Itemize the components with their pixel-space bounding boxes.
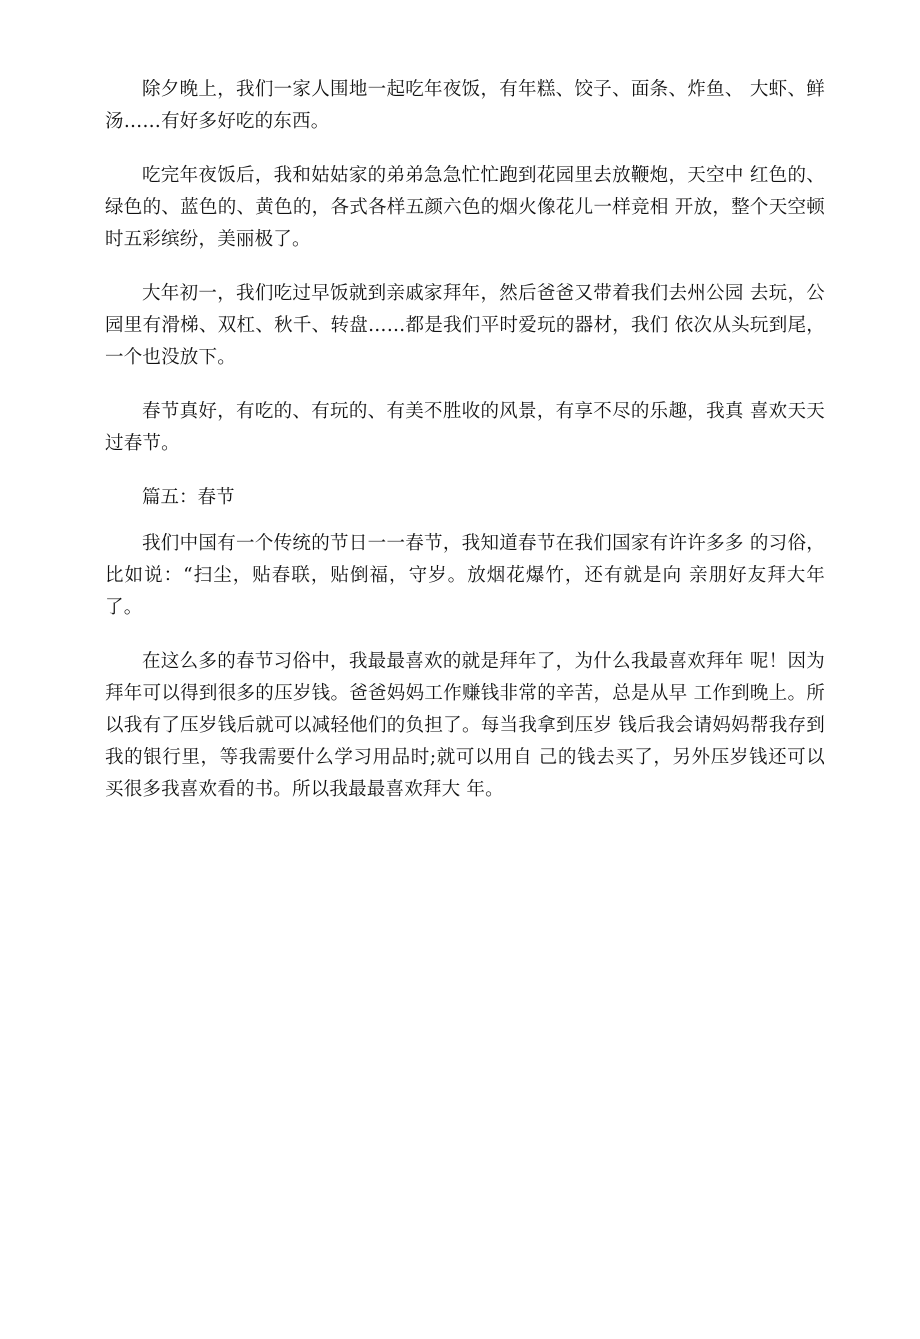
paragraph-lucky-money: 在这么多的春节习俗中，我最最喜欢的就是拜年了，为什么我最喜欢拜年 呢！因为拜年可以得到很多的压岁钱。爸爸妈妈工作赚钱非常的辛苦，总是从早 工作到晚上。所以我有了压岁钱后就可以减轻他们的负担了。每当我拿到压岁 钱后我会请妈妈帮我存到我的银行里，等我需要什么学习用品时;就可以用自 己的钱去买了，另外压岁钱还可以买很多我喜欢看的书。所以我最最喜欢拜大 年。 xyxy=(105,651,825,800)
paragraph-fireworks: 吃完年夜饭后，我和姑姑家的弟弟急急忙忙跑到花园里去放鞭炮，天空中 红色的、绿色的、蓝色的、黄色的，各式各样五颜六色的烟火像花儿一样竞相 开放，整个天空顿时五彩缤纷，美丽极了。 xyxy=(105,165,825,250)
paragraph-customs: 我们中国有一个传统的节日一一春节，我知道春节在我们国家有许许多多 的习俗，比如说：“扫尘，贴春联，贴倒福，守岁。放烟花爆竹，还有就是向 亲朋好友拜大年了。 xyxy=(105,533,825,618)
paragraph-gap xyxy=(105,514,825,528)
paragraph-spring-festival-good: 春节真好，有吃的、有玩的、有美不胜收的风景，有享不尽的乐趣，我真 喜欢天天过春节。 xyxy=(105,401,825,454)
paragraph-gap xyxy=(105,624,825,646)
paragraph-new-year-eve-dinner: 除夕晚上，我们一家人围地一起吃年夜饭，有年糕、饺子、面条、炸鱼、 大虾、鲜汤……有好多好吃的东西。 xyxy=(105,79,825,132)
paragraph-gap xyxy=(105,138,825,160)
paragraph-new-year-day: 大年初一，我们吃过早饭就到亲戚家拜年，然后爸爸又带着我们去州公园 去玩，公园里有滑梯、双杠、秋千、转盘……都是我们平时爱玩的器材，我们 依次从头玩到尾，一个也没放下。 xyxy=(105,283,825,368)
section-heading: 篇五：春节 xyxy=(142,487,235,508)
paragraph-gap xyxy=(105,256,825,278)
paragraph-gap xyxy=(105,460,825,482)
document-page xyxy=(105,74,825,806)
paragraph-gap xyxy=(105,374,825,396)
